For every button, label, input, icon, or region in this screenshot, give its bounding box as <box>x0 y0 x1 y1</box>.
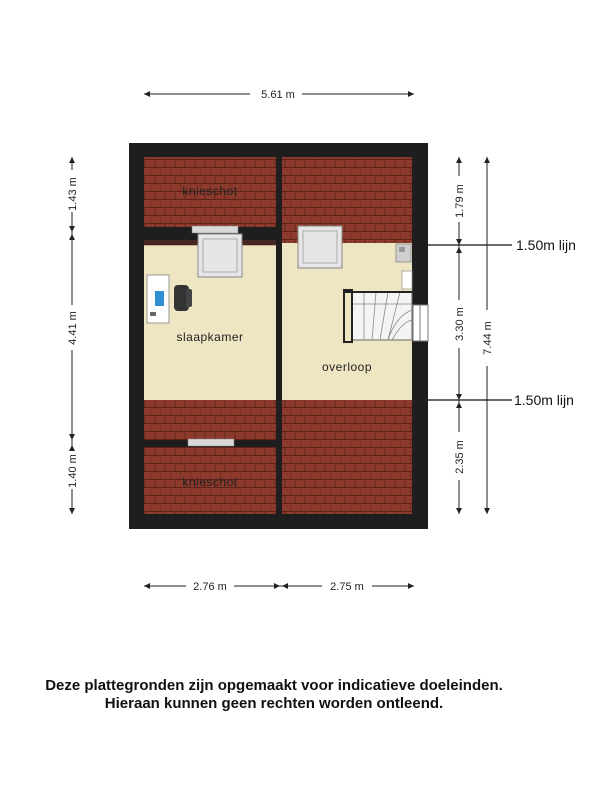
dim-right-bottom-label: 2.35 m <box>454 440 466 474</box>
dormer-overloop <box>298 226 342 268</box>
roof-bottom-right <box>282 400 412 514</box>
label-150-lower: 1.50m lijn <box>514 392 574 408</box>
dim-left-top-label: 1.43 m <box>67 177 79 211</box>
staircase <box>344 290 412 342</box>
label-knieschot-bottom: knieschot <box>182 475 238 489</box>
disclaimer-line-2: Hieraan kunnen geen rechten worden ontleend. <box>104 695 444 712</box>
label-150-upper: 1.50m lijn <box>516 237 576 253</box>
dim-top-label: 5.61 m <box>261 89 295 101</box>
dim-bottom-right-label: 2.75 m <box>330 581 364 593</box>
dim-right <box>454 157 466 514</box>
desk-icon <box>147 275 169 323</box>
dormer-slaapkamer <box>198 234 242 277</box>
dim-right-total-label: 7.44 m <box>482 321 494 355</box>
label-slaapkamer: slaapkamer <box>176 330 244 344</box>
dim-left-mid-label: 4.41 m <box>67 311 79 345</box>
dim-right-mid-label: 3.30 m <box>454 307 466 341</box>
hatch-top <box>192 226 238 233</box>
dim-left <box>67 157 79 514</box>
roof-mid-left <box>144 400 276 440</box>
label-knieschot-top: knieschot <box>182 184 238 198</box>
dim-left-bottom-label: 1.40 m <box>67 454 79 488</box>
label-overloop: overloop <box>321 360 373 374</box>
dim-bottom <box>144 581 414 593</box>
dim-right-top-label: 1.79 m <box>454 184 466 218</box>
center-wall <box>276 157 282 514</box>
disclaimer-line-1: Deze plattegronden zijn opgemaakt voor indicatieve doeleinden. <box>45 677 503 694</box>
hatch-bottom <box>188 439 234 446</box>
dim-right-total <box>482 157 494 514</box>
dim-top <box>144 89 414 101</box>
dim-bottom-left-label: 2.76 m <box>193 581 227 593</box>
